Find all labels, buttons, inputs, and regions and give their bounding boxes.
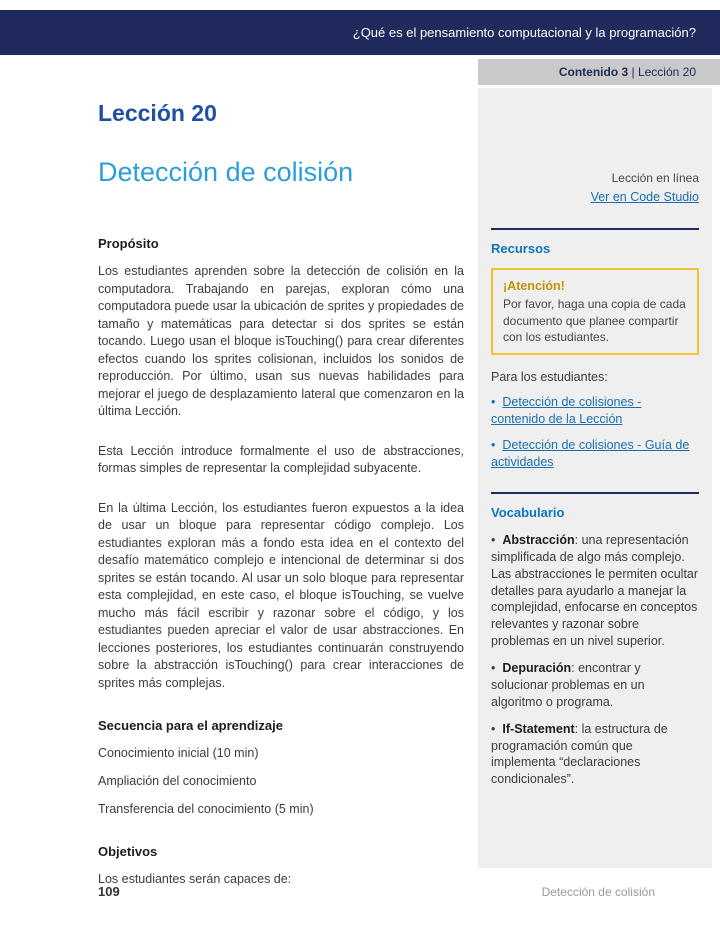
breadcrumb (478, 59, 720, 85)
student-resource-item (491, 437, 699, 471)
divider (491, 228, 699, 230)
bullet-icon: • (491, 661, 496, 676)
vocab-item (491, 721, 699, 789)
vocab-term: Abstracción (502, 532, 575, 547)
vocab-definition: : la estructura de programación común que implementa “declaraciones condicionales”. (491, 721, 668, 787)
footer (98, 884, 655, 899)
online-lesson-block (491, 170, 699, 206)
vocab-item (491, 532, 699, 650)
students-label: Para los estudiantes: (491, 370, 608, 385)
attention-title: ¡Atención! (503, 278, 565, 293)
breadcrumb-content-label: Contenido 3 (558, 65, 629, 79)
bullet-icon: • (491, 437, 496, 452)
header-title: ¿Qué es el pensamiento computacional y la programación? (352, 25, 696, 40)
purpose-heading: Propósito (98, 236, 159, 251)
lesson-title-heading: Detección de colisión (98, 157, 354, 187)
sequence-item: Ampliación del conocimiento (98, 773, 257, 788)
main-content (98, 100, 464, 899)
lesson-number-heading: Lección 20 (98, 100, 217, 126)
student-resource-link[interactable]: Detección de colisiones - contenido de la Lección (491, 394, 642, 426)
vocab-item (491, 660, 699, 711)
student-resource-link[interactable]: Detección de colisiones - Guía de actividades (491, 437, 690, 469)
sequence-item: Conocimiento inicial (10 min) (98, 746, 259, 760)
online-lesson-label: Lección en línea (611, 171, 699, 185)
vocab-definition: : encontrar y solucionar problemas en un algoritmo o programa. (491, 661, 645, 709)
footer-title: Detección de colisión (541, 884, 655, 899)
objectives-intro: Los estudiantes serán capaces de: (98, 871, 292, 886)
bullet-icon: • (491, 394, 496, 409)
purpose-paragraph-2: Esta Lección introduce formalmente el uso de abstracciones, formas simples de representar la complejidad subyacente. (98, 443, 464, 475)
vocabulary-heading: Vocabulario (491, 505, 565, 521)
vocab-term: If-Statement (502, 721, 575, 736)
breadcrumb-lesson-label: | Lección 20 (628, 65, 696, 79)
resources-heading: Recursos (491, 241, 551, 257)
attention-box (491, 268, 699, 355)
sequence-heading: Secuencia para el aprendizaje (98, 718, 283, 733)
page-number: 109 (98, 884, 120, 899)
code-studio-link[interactable]: Ver en Code Studio (590, 190, 699, 205)
student-resource-item (491, 394, 699, 428)
attention-body: Por favor, haga una copia de cada documento que planee compartir con los estudiantes. (503, 297, 686, 344)
objectives-heading: Objetivos (98, 843, 158, 859)
sidebar (478, 88, 712, 868)
purpose-paragraph-3: En la última Lección, los estudiantes fueron expuestos a la idea de usar un bloque para representar código complejo. Los estudiantes exploran más a fondo esta idea en el contexto del desafío matemático complejo e intencional de determinar si dos sprites se están tocando. Al usar un solo bloque para representar esta complejidad, en este caso, el bloque isTouching, se vuelve mucho más fácil escribir y razonar sobre el código, y los estudiantes pueden apreciar el valor de usar abstracciones. En lecciones posteriores, los estudiantes continuarán construyendo sobre la abstracción isTouching() para crear interacciones de sprites más complejas. (98, 500, 464, 690)
bullet-icon: • (491, 721, 496, 736)
sequence-item: Transferencia del conocimiento (5 min) (98, 801, 314, 816)
vocab-term: Depuración (502, 661, 572, 676)
vocab-definition: : una representación simplificada de algo más complejo. Las abstracciones le permiten ocultar detalles para ayudarlo a manejar la complejidad, enfocarse en conceptos relevantes y razonar sobre problemas en un nivel superior. (491, 532, 699, 649)
bullet-icon: • (491, 532, 496, 547)
purpose-paragraph-1: Los estudiantes aprenden sobre la detección de colisión en la computadora. Trabajando en parejas, exploran cómo una computadora puede usar la ubicación de sprites y propiedades de tamaño y matemáticas para detectar si dos sprites se están tocando. Luego usan el bloque isTouching() para crear diferentes efectos cuando los sprites colisionan, incluidos los sonidos de reproducción. Por último, usan sus nuevas habilidades para mejorar el juego de desplazamiento lateral que comenzaron en la última Lección. (98, 264, 464, 418)
divider (491, 492, 699, 494)
header-bar (0, 10, 720, 55)
